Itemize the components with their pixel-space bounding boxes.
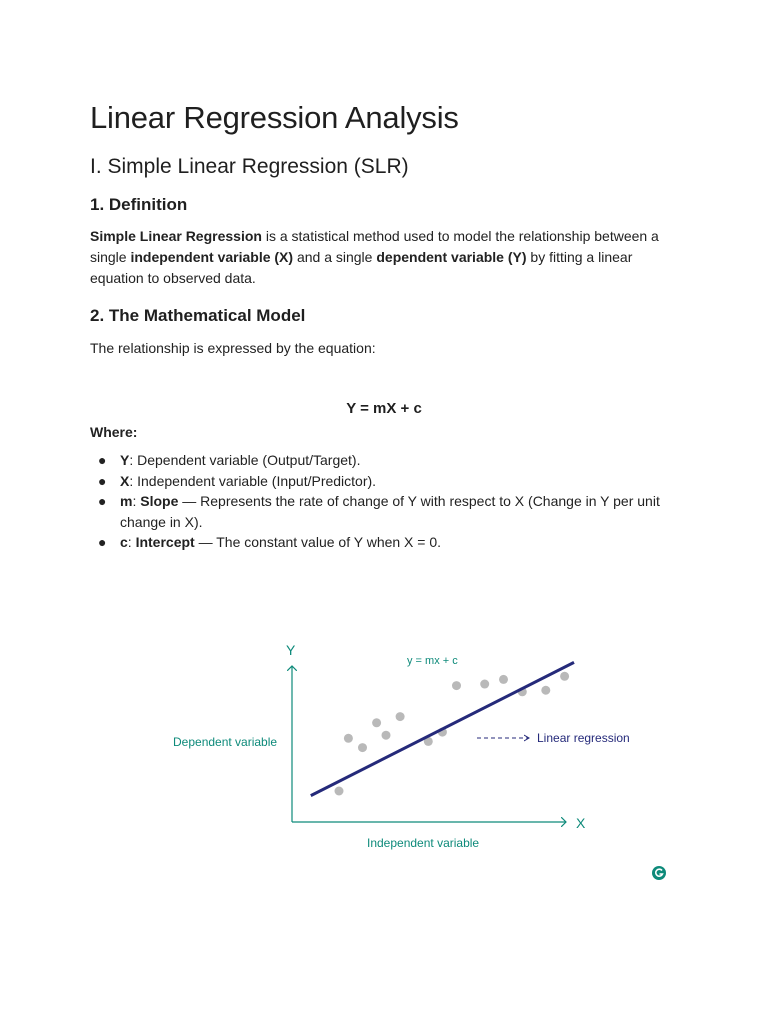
description: Independent variable (Input/Predictor). [137, 472, 377, 489]
description: — The constant value of Y when X = 0. [194, 534, 442, 550]
list-item [90, 450, 680, 471]
variable-list [90, 450, 680, 553]
data-point [541, 686, 550, 695]
term-simple-linear-regression: Simple Linear Regression [90, 228, 262, 244]
model-heading: 2. The Mathematical Model [90, 306, 306, 325]
bullet-icon: ● [98, 493, 107, 509]
term-dependent-variable: dependent variable (Y) [376, 249, 527, 265]
section-heading: I. Simple Linear Regression (SLR) [90, 155, 409, 178]
y-axis-letter: Y [286, 642, 296, 658]
description: Dependent variable (Output/Target). [137, 452, 361, 468]
term: Slope [140, 493, 179, 509]
definition-heading: 1. Definition [90, 195, 188, 214]
definition-text-1: is a statistical method used to model the relationship between a single [90, 228, 659, 265]
data-point [452, 681, 461, 690]
equation-label: y = mx + c [407, 655, 458, 667]
x-axis-letter: X [576, 815, 586, 831]
term-independent-variable: independent variable (X) [130, 249, 294, 265]
data-point [560, 672, 569, 681]
definition-text-2: and a single [293, 249, 377, 265]
data-point [480, 680, 489, 689]
data-point [358, 743, 367, 752]
definition-text-3: by fitting a linear equation to observed data. [90, 249, 633, 286]
data-point [344, 734, 353, 743]
separator: : [127, 534, 136, 550]
bullet-icon: ● [98, 534, 107, 550]
bullet-icon: ● [98, 472, 107, 489]
separator: : [132, 493, 141, 509]
separator: : [129, 452, 138, 468]
where-label: Where: [90, 424, 138, 440]
separator: : [129, 472, 138, 489]
data-point [382, 731, 391, 740]
symbol: m [120, 493, 133, 509]
regression-diagram [118, 590, 688, 902]
description: — Represents the rate of change of Y with respect to X (Change in Y per unit change in X). [120, 493, 660, 530]
data-points [335, 672, 570, 796]
independent-variable-label: Independent variable [367, 836, 480, 850]
symbol: Y [120, 452, 130, 468]
symbol: c [120, 534, 128, 550]
data-point [396, 712, 405, 721]
grammarly-logo-icon [652, 866, 666, 880]
data-point [499, 675, 508, 684]
bullet-icon: ● [98, 452, 107, 468]
symbol: X [120, 472, 130, 489]
list-item [90, 471, 680, 492]
list-item [90, 532, 680, 553]
data-point [335, 787, 344, 796]
definition-paragraph [90, 226, 680, 289]
model-intro: The relationship is expressed by the equation: [90, 340, 376, 356]
regression-figure [118, 590, 688, 902]
list-item [90, 491, 680, 532]
equation: Y = mX + c [346, 400, 422, 417]
document-title: Linear Regression Analysis [90, 100, 459, 135]
linear-regression-label: Linear regression [537, 731, 630, 745]
term: Intercept [135, 534, 195, 550]
regression-line [311, 662, 574, 795]
dependent-variable-label: Dependent variable [173, 735, 278, 749]
data-point [372, 718, 381, 727]
